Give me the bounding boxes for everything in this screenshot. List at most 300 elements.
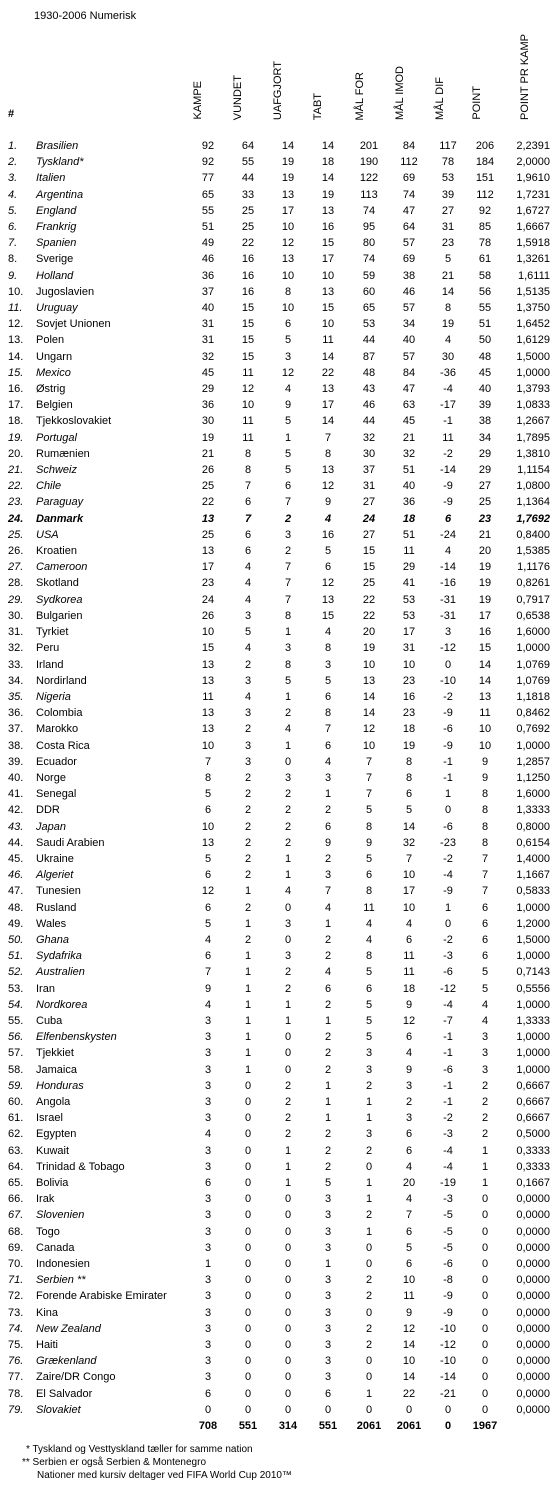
value-cell: 12 [321,480,335,493]
value-cell: 1 [365,1112,373,1125]
value-cell: 5 [284,415,292,428]
value-cell: 40 [201,302,215,315]
value-cell: 5 [365,998,373,1011]
table-row [8,1094,550,1110]
value-cell: 34 [402,318,416,331]
value-cell: -5 [443,1241,453,1254]
value-cell: 14 [321,140,335,152]
value-cell: 117 [439,140,457,152]
value-cell: 0 [244,1258,252,1271]
value-cell: 15 [321,237,335,250]
value-cell: 36 [201,399,215,412]
nation-cell: Brasilien [36,140,79,152]
table-row [8,365,550,381]
table-row [8,1159,550,1175]
value-cell: 6 [405,1225,413,1238]
value-cell: 3 [365,1063,373,1076]
value-cell: 0 [481,1241,489,1254]
value-cell: 3 [204,1209,212,1222]
nation-cell: Senegal [36,788,77,801]
value-cell: 0 [481,1339,489,1352]
value-cell: 11 [242,431,254,444]
value-cell: 6 [324,820,332,833]
value-cell: 55 [478,302,492,315]
value-cell: -1 [443,1047,453,1060]
value-cell: 3 [324,771,332,784]
value-cell: 0 [284,901,292,914]
value-cell: 24 [201,593,215,606]
value-cell: 0,0000 [516,1387,550,1400]
nation-cell: Norge [36,771,66,784]
rank-cell: 64. [8,1160,24,1173]
value-cell: 21 [478,528,492,541]
rank-cell: 55. [8,1014,24,1027]
value-cell: -9 [443,480,453,493]
value-cell: 0 [365,1241,373,1254]
value-cell: 18 [402,723,416,736]
value-cell: 8 [365,820,373,833]
value-cell: 0 [244,1306,252,1319]
nation-cell: Marokko [36,723,79,736]
nation-cell: Chile [36,480,62,493]
nation-cell: Haiti [36,1339,59,1352]
value-cell: 1 [481,1160,489,1173]
table-row [8,413,550,429]
value-cell: 46 [201,253,215,266]
value-cell: 38 [478,415,492,428]
value-cell: 3 [444,626,452,639]
value-cell: 6 [204,901,212,914]
value-cell: 0 [284,1306,292,1319]
footnotes [22,1443,292,1482]
value-cell: 5 [284,464,292,477]
value-cell: 22 [362,609,376,622]
rank-cell: 48. [8,901,24,914]
rank-cell: 26. [8,545,24,558]
table-row [8,268,550,284]
value-cell: 0 [444,1403,452,1416]
total-cell: 0 [444,1420,452,1433]
value-cell: 31 [201,318,215,331]
nation-cell: Tunesien [36,885,81,898]
value-cell: 47 [402,383,416,396]
value-cell: 21 [201,447,215,460]
value-cell: 4 [204,933,212,946]
nation-cell: Spanien [36,237,77,250]
value-cell: 1,6727 [516,204,550,217]
value-cell: 1 [324,917,332,930]
column-header-label: POINT [471,86,483,120]
rank-cell: 59. [8,1079,24,1092]
value-cell: 2 [481,1095,489,1108]
value-cell: 7 [204,755,212,768]
value-cell: 0,8462 [516,707,550,720]
value-cell: 2 [244,723,252,736]
value-cell: 2 [365,1144,373,1157]
value-cell: 14 [402,1371,416,1384]
value-cell: -16 [440,577,456,590]
value-cell: -6 [443,820,453,833]
value-cell: 16 [321,221,335,234]
value-cell: 10 [402,1274,416,1287]
value-cell: 10 [402,869,416,882]
value-cell: 6 [204,1387,212,1400]
value-cell: 6 [405,1144,413,1157]
value-cell: 6 [481,917,489,930]
value-cell: 0 [481,1371,489,1384]
value-cell: 2 [481,1112,489,1125]
nation-cell: Holland [36,269,74,282]
value-cell: 7 [284,496,292,509]
value-cell: 51 [402,464,416,477]
value-cell: 1,6452 [516,318,550,331]
value-cell: 4 [204,1128,212,1141]
nation-cell: Tjekkoslovakiet [36,415,112,428]
value-cell: 10 [321,269,335,282]
value-cell: -14 [440,1371,456,1384]
value-cell: 0 [284,1371,292,1384]
column-header-label: VUNDET [232,74,244,120]
value-cell: -1 [443,1079,453,1092]
value-cell: 39 [441,188,455,201]
value-cell: 32 [402,836,416,849]
value-cell: 0 [365,1160,373,1173]
rank-cell: 40. [8,771,24,784]
table-row [8,511,550,527]
value-cell: 112 [476,188,494,201]
value-cell: 3 [324,1306,332,1319]
value-cell: -5 [443,1209,453,1222]
value-cell: 1,3333 [516,804,550,817]
value-cell: 34 [478,431,492,444]
value-cell: 23 [201,577,215,590]
table-row [8,770,550,786]
value-cell: 1 [365,1387,373,1400]
value-cell: 2 [365,1274,373,1287]
value-cell: 14 [478,658,492,671]
value-cell: 10 [281,269,295,282]
value-cell: 5 [204,788,212,801]
rank-cell: 3. [8,172,18,185]
value-cell: 6 [365,982,373,995]
empty-cell [502,1418,550,1434]
rank-cell: 23. [8,496,24,509]
value-cell: 2 [284,804,292,817]
value-cell: 3 [324,1225,332,1238]
value-cell: 19 [441,318,455,331]
value-cell: -12 [440,982,456,995]
table-row [8,1337,550,1353]
value-cell: 0 [244,1355,252,1368]
value-cell: 3 [324,1322,332,1335]
value-cell: 74 [362,204,376,217]
value-cell: 0 [244,1079,252,1092]
value-cell: 7 [405,1209,413,1222]
rank-cell: 30. [8,609,24,622]
value-cell: -9 [443,496,453,509]
rank-cell: 44. [8,836,24,849]
value-cell: 6 [324,690,332,703]
rank-cell: 18. [8,415,24,428]
rank-cell: 1. [8,140,18,152]
column-header [190,32,206,120]
value-cell: 1 [284,626,292,639]
value-cell: 8 [284,609,292,622]
rank-cell: 33. [8,658,24,671]
value-cell: 31 [201,334,215,347]
value-cell: 14 [478,674,492,687]
value-cell: 55 [241,156,255,169]
rank-cell: 31. [8,626,24,639]
value-cell: 2 [365,1339,373,1352]
footnote-italic: Nationer med kursiv deltager ved FIFA World Cup 2010™ [37,1470,292,1481]
value-cell: 25 [362,577,376,590]
table-row [8,1288,550,1304]
total-cell: 1967 [472,1420,498,1433]
value-cell: 23 [402,674,416,687]
value-cell: 77 [201,172,215,185]
nation-cell: Belgien [36,399,73,412]
value-cell: 1,0000 [516,1063,550,1076]
value-cell: 0 [365,1355,373,1368]
table-row [8,738,550,754]
nation-cell: Cuba [36,1014,63,1027]
value-cell: 53 [362,318,376,331]
nation-cell: Slovenien [36,1209,85,1222]
value-cell: 0,0000 [516,1209,550,1222]
value-cell: 0 [284,1225,292,1238]
value-cell: 40 [402,480,416,493]
table-row [8,754,550,770]
value-cell: 14 [321,415,335,428]
table-row [8,397,550,413]
value-cell: 13 [201,707,215,720]
nation-cell: Costa Rica [36,739,90,752]
value-cell: 10 [241,399,255,412]
value-cell: 7 [284,561,292,574]
value-cell: 78 [441,156,455,169]
value-cell: 0 [284,1047,292,1060]
value-cell: 0 [284,1290,292,1303]
value-cell: 4 [444,545,452,558]
value-cell: 6 [244,545,252,558]
value-cell: 6 [324,1387,332,1400]
table-row [8,1078,550,1094]
value-cell: 0 [481,1387,489,1400]
value-cell: 0 [481,1193,489,1206]
value-cell: 74 [402,188,416,201]
value-cell: 6 [405,1128,413,1141]
value-cell: 8 [481,804,489,817]
rank-cell: 28. [8,577,24,590]
table-row [8,187,550,203]
nation-cell: Tyrkiet [36,626,69,639]
value-cell: 6 [244,528,252,541]
nation-cell: Bulgarien [36,609,83,622]
column-header-label: KAMPE [192,81,204,120]
rank-cell: 53. [8,982,24,995]
value-cell: 0 [244,1112,252,1125]
value-cell: 184 [475,156,495,169]
rank-cell: 8. [8,253,18,266]
value-cell: 3 [481,1031,489,1044]
value-cell: 27 [362,496,376,509]
value-cell: 6 [324,561,332,574]
rank-cell: 20. [8,447,24,460]
table-row [8,802,550,818]
value-cell: 0 [481,1209,489,1222]
value-cell: 12 [281,237,295,250]
value-cell: -21 [440,1387,456,1400]
value-cell: 3 [284,642,292,655]
value-cell: 9 [481,755,489,768]
value-cell: 47 [402,204,416,217]
value-cell: 4 [405,1193,413,1206]
value-cell: 12 [362,723,376,736]
value-cell: 2 [324,1031,332,1044]
value-cell: 46 [362,399,376,412]
table-row [8,624,550,640]
value-cell: 9 [284,399,292,412]
value-cell: 5 [244,626,252,639]
value-cell: 4 [324,755,332,768]
value-cell: 3 [365,1128,373,1141]
value-cell: 23 [478,512,492,525]
value-cell: -24 [440,528,456,541]
table-row [8,1143,550,1159]
value-cell: 15 [321,302,335,315]
value-cell: 1 [284,431,292,444]
value-cell: 30 [441,350,455,363]
value-cell: 1,5135 [516,285,550,298]
value-cell: 0 [244,1177,252,1189]
table-row [8,1013,550,1029]
value-cell: 2 [284,1079,292,1092]
column-header-label: POINT PR KAMP [519,34,531,120]
value-cell: 14 [321,350,335,363]
value-cell: 51 [478,318,492,331]
value-cell: 0,3333 [516,1144,550,1157]
value-cell: 0,0000 [516,1322,550,1335]
value-cell: 0 [244,1225,252,1238]
value-cell: 6 [284,318,292,331]
value-cell: 15 [478,642,492,655]
value-cell: 2 [365,1209,373,1222]
value-cell: -2 [443,933,453,946]
value-cell: 8 [365,950,373,963]
table-row [8,1126,550,1142]
value-cell: 3 [324,1339,332,1352]
table-row [8,786,550,802]
value-cell: 1 [244,950,252,963]
rank-cell: 58. [8,1063,24,1076]
nation-cell: Canada [36,1241,75,1254]
value-cell: -8 [443,1274,453,1287]
nation-cell: Sydkorea [36,593,83,606]
value-cell: 3 [204,1014,212,1027]
value-cell: 3 [324,1371,332,1384]
value-cell: 23 [441,237,455,250]
value-cell: 53 [402,593,416,606]
value-cell: 15 [241,302,255,315]
value-cell: 1 [244,1047,252,1060]
rank-cell: 38. [8,739,24,752]
value-cell: 29 [478,447,492,460]
table-row [8,705,550,721]
table-row [8,1305,550,1321]
value-cell: 13 [321,464,335,477]
value-cell: 22 [362,593,376,606]
value-cell: 19 [281,156,295,169]
value-cell: 16 [321,528,335,541]
value-cell: 2 [244,788,252,801]
nation-cell: Mexico [36,366,71,379]
value-cell: 4 [244,642,252,655]
value-cell: 7 [324,723,332,736]
value-cell: 6 [284,480,292,493]
value-cell: 2 [284,1128,292,1141]
value-cell: 45 [478,366,492,379]
nation-cell: Tjekkiet [36,1047,74,1060]
value-cell: -10 [440,1355,456,1368]
value-cell: -7 [443,1014,453,1027]
value-cell: 113 [360,188,378,201]
rank-cell: 25. [8,528,24,541]
value-cell: -4 [443,998,453,1011]
value-cell: 8 [405,755,413,768]
rank-cell: 71. [8,1274,24,1287]
value-cell: 1 [284,998,292,1011]
value-cell: 2,2391 [516,140,550,152]
value-cell: 29 [201,383,215,396]
value-cell: -10 [440,1322,456,1335]
value-cell: 5 [284,674,292,687]
value-cell: 0 [244,1193,252,1206]
value-cell: 0,0000 [516,1225,550,1238]
value-cell: 37 [201,285,215,298]
value-cell: 5 [365,1031,373,1044]
rank-cell: 68. [8,1225,24,1238]
rank-cell: 35. [8,690,24,703]
empty-cell [8,1418,36,1434]
value-cell: 17 [402,885,416,898]
value-cell: 8 [444,302,452,315]
nation-cell: Nordirland [36,674,87,687]
value-cell: 10 [201,820,215,833]
value-cell: 4 [244,593,252,606]
value-cell: 40 [478,383,492,396]
rank-cell: 27. [8,561,24,574]
nation-cell: Zaire/DR Congo [36,1371,116,1384]
value-cell: -23 [440,836,456,849]
value-cell: 3 [365,1047,373,1060]
value-cell: 3 [244,739,252,752]
nation-cell: USA [36,528,59,541]
value-cell: 4 [324,966,332,979]
value-cell: 14 [402,820,416,833]
value-cell: 17 [321,399,335,412]
value-cell: 2 [284,836,292,849]
table-row [8,657,550,673]
value-cell: 0,0000 [516,1339,550,1352]
value-cell: 3 [204,1160,212,1173]
value-cell: 8 [284,285,292,298]
value-cell: 2 [365,1290,373,1303]
table-row [8,527,550,543]
value-cell: 0 [284,1209,292,1222]
value-cell: 37 [362,464,376,477]
value-cell: 15 [362,561,376,574]
